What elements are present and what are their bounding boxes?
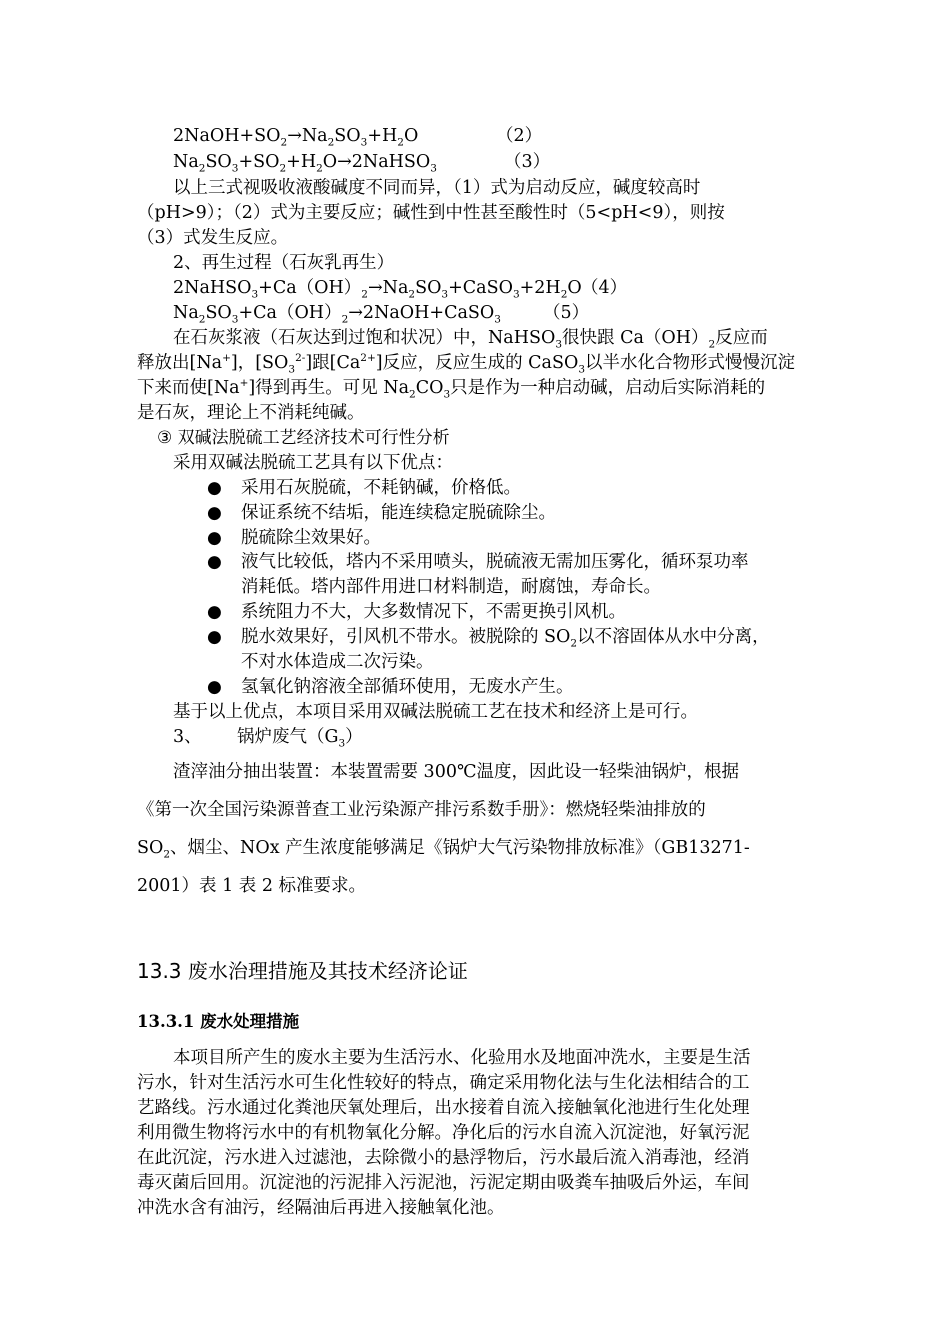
paragraph-line: 利用微生物将污水中的有机物氧化分解。净化后的污水自流入沉淀池，好氧污泥 [137, 1123, 750, 1143]
paragraph-line: 冲洗水含有油污，经隔油后再进入接触氧化池。 [137, 1198, 505, 1218]
paragraph-line: （pH>9）；（2）式为主要反应；碱性到中性甚至酸性时（5<pH<9），则按 [137, 203, 725, 223]
bullet-dot: ● [207, 677, 222, 697]
regeneration-heading: 2、再生过程（石灰乳再生） [173, 253, 395, 273]
equation-number: （5） [543, 303, 590, 323]
equation-formula: $2NaOH+SO_2\to Na_2SO_3+H_2O$ [173, 126, 419, 149]
equation-3 [173, 150, 437, 174]
paragraph-line: （3）式发生反应。 [137, 228, 289, 248]
paragraph-line: 在石灰浆液（石灰达到过饱和状况）中，NaHSO$_3$很快跟 $Ca(OH)_2$反应而 [173, 328, 768, 351]
equation-formula: $Na_2SO_3+Ca(OH)_2\to 2NaOH+CaSO_3$ [173, 303, 501, 326]
advantages-intro: 采用双碱法脱硫工艺具有以下优点： [173, 453, 453, 473]
advantage-item: 系统阻力不大，大多数情况下，不需更换引风机。 [241, 602, 626, 622]
advantage-item: 脱硫除尘效果好。 [241, 528, 381, 548]
paragraph-line: 以上三式视吸收液酸碱度不同而异，（1）式为启动反应，碱度较高时 [173, 178, 701, 198]
equation-formula: $2NaHSO_3+Ca(OH)_2\to Na_2SO_3+CaSO_3+2H_2O$ [173, 278, 582, 301]
paragraph-line: 艺路线。污水通过化粪池厌氧处理后，出水接着自流入接触氧化池进行生化处理 [137, 1098, 750, 1118]
subsection-heading: 13.3.1 废水处理措施 [137, 1012, 300, 1031]
bullet-dot: ● [207, 503, 222, 523]
bullet-dot: ● [207, 552, 222, 572]
equation-number: （4） [581, 278, 628, 298]
paragraph-line: 在此沉淀，污水进入过滤池，去除微小的悬浮物后，污水最后流入消毒池，经消 [137, 1148, 750, 1168]
paragraph-line: 本项目所产生的废水主要为生活污水、化验用水及地面冲洗水，主要是生活 [173, 1048, 751, 1068]
analysis-heading: ③ 双碱法脱硫工艺经济技术可行性分析 [157, 428, 450, 448]
boiler-heading: 锅炉废气$(G_3)$ [237, 727, 363, 750]
advantage-item: 保证系统不结垢，能连续稳定脱硫除尘。 [241, 503, 556, 523]
paragraph-line: 《第一次全国污染源普查工业污染源产排污系数手册》：燃烧轻柴油排放的 [137, 800, 706, 820]
paragraph-line: 渣滓油分抽出装置：本装置需要 300℃温度，因此设一轻柴油锅炉，根据 [173, 762, 740, 782]
paragraph-line: 毒灭菌后回用。沉淀池的污泥排入污泥池，污泥定期由吸粪车抽吸后外运，车间 [137, 1173, 750, 1193]
equation-4 [173, 276, 582, 300]
advantage-item: 液气比较低，塔内不采用喷头，脱硫液无需加压雾化，循环泵功率 [241, 552, 749, 572]
boiler-number: 3、 [173, 727, 202, 747]
paragraph-line: $SO_2$、烟尘、NOx 产生浓度能够满足《锅炉大气污染物排放标准》（GB13271- [137, 838, 750, 861]
conclusion: 基于以上优点，本项目采用双碱法脱硫工艺在技术和经济上是可行。 [173, 702, 698, 722]
equation-number: （3） [504, 152, 551, 172]
advantage-item: 氢氧化钠溶液全部循环使用，无废水产生。 [241, 677, 574, 697]
bullet-dot: ● [207, 528, 222, 548]
equation-number: （2） [496, 126, 543, 146]
bullet-dot: ● [207, 627, 222, 647]
advantage-item-cont: 消耗低。塔内部件用进口材料制造，耐腐蚀，寿命长。 [241, 577, 661, 597]
paragraph-line: 2001）表 1 表 2 标准要求。 [137, 876, 367, 896]
equation-formula: $Na_2SO_3+SO_2+H_2O\to 2NaHSO_3$ [173, 152, 437, 175]
paragraph-line: 污水，针对生活污水可生化性较好的特点，确定采用物化法与生化法相结合的工 [137, 1073, 750, 1093]
equation-5 [173, 301, 501, 325]
paragraph-line: 下来而使[Na+]得到再生。可见 $Na_2CO_3$只是作为一种启动碱，启动后实际消耗的 [137, 377, 766, 401]
bullet-dot: ● [207, 602, 222, 622]
bullet-dot: ● [207, 478, 222, 498]
paragraph-line: 释放出[Na+]，$[SO_3^{2-}]$跟$[Ca^{2+}]$反应，反应生成的 CaSO$_3$以半水化合物形式慢慢沉淀 [137, 352, 796, 376]
equation-2 [173, 124, 418, 148]
advantage-item-cont: 不对水体造成二次污染。 [241, 652, 434, 672]
section-heading: 13.3 废水治理措施及其技术经济论证 [137, 959, 468, 983]
advantage-item: 脱水效果好，引风机不带水。被脱除的 $SO_2$以不溶固体从水中分离， [241, 627, 770, 650]
paragraph-line: 是石灰，理论上不消耗纯碱。 [137, 403, 365, 423]
advantage-item: 采用石灰脱硫，不耗钠碱，价格低。 [241, 478, 521, 498]
